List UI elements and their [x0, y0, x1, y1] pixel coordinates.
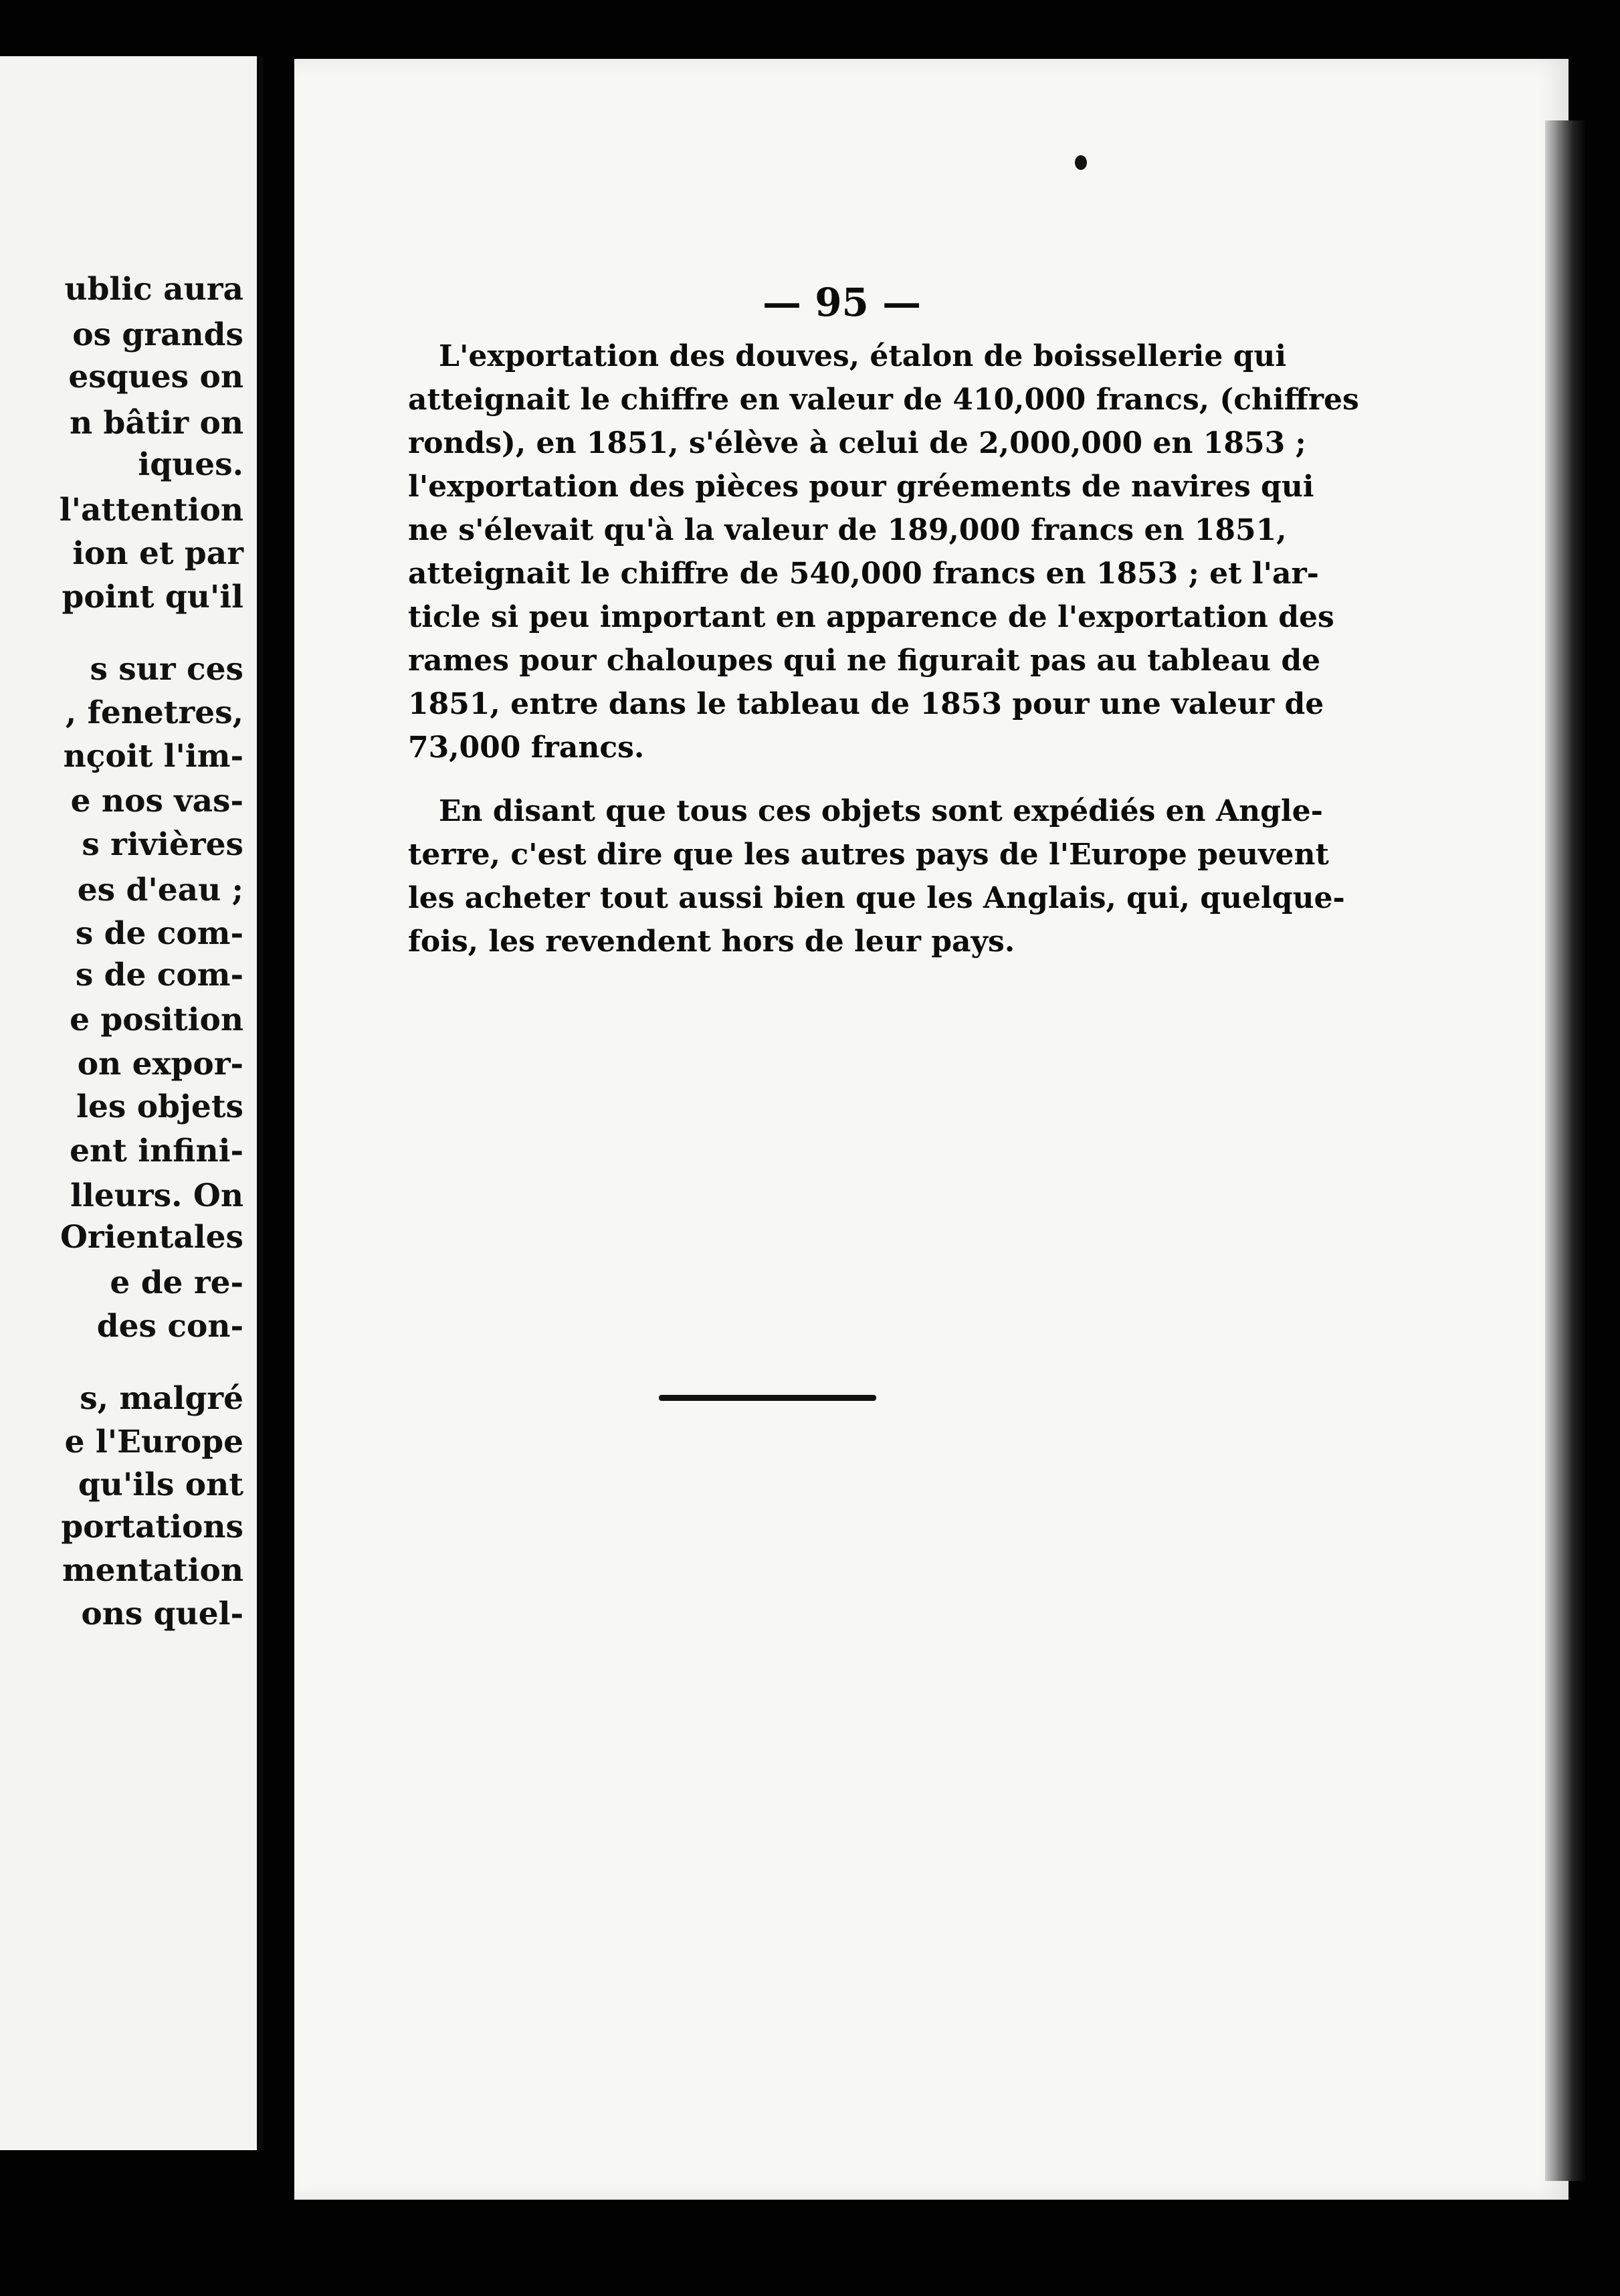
left-page-line: s, malgré	[80, 1380, 243, 1417]
left-page-line: point qu'il	[62, 579, 243, 615]
text-line: ticle si peu important en apparence de l'exportation des	[408, 600, 1334, 634]
section-divider	[659, 1395, 876, 1401]
left-page-line: s de com-	[75, 915, 243, 952]
page-number: — 95 —	[763, 280, 922, 325]
text-line: atteignait le chiffre de 540,000 francs en 1853 ; et l'ar-	[408, 557, 1319, 591]
left-page-line: l'attention	[59, 492, 243, 529]
left-page-line: e l'Europe	[64, 1424, 243, 1460]
paragraph-2	[408, 789, 1345, 963]
ink-spot	[1075, 155, 1087, 170]
left-page-line: e position	[70, 1001, 243, 1038]
left-page-line: des con-	[96, 1308, 243, 1345]
left-page-line: e nos vas-	[70, 783, 243, 820]
left-page-line: on expor-	[77, 1046, 243, 1082]
text-line: L'exportation des douves, étalon de boissellerie qui	[439, 339, 1287, 373]
left-page-line: lleurs. On	[70, 1177, 243, 1214]
left-page-line: iques.	[138, 446, 243, 483]
left-page-line: ent infini-	[70, 1133, 243, 1169]
left-page-line: Orientales	[60, 1219, 243, 1256]
body-text	[408, 334, 1359, 963]
text-line: atteignait le chiffre en valeur de 410,000 francs, (chiffres	[408, 383, 1359, 417]
left-page-line: nçoit l'im-	[63, 738, 243, 775]
text-line: rames pour chaloupes qui ne figurait pas au tableau de	[408, 644, 1321, 678]
left-page-line: s de com-	[75, 957, 243, 993]
left-facing-page	[0, 56, 264, 2150]
paragraph-1	[408, 334, 1359, 769]
left-page-line: s rivières	[82, 826, 243, 863]
text-line: En disant que tous ces objets sont expédiés en Angle-	[439, 794, 1323, 828]
text-line: 73,000 francs.	[408, 731, 645, 765]
left-page-line: es d'eau ;	[77, 872, 243, 908]
text-line: terre, c'est dire que les autres pays de l'Europe peuvent	[408, 838, 1329, 872]
left-page-line: os grands	[72, 316, 243, 353]
left-page-line: e de re-	[110, 1264, 243, 1301]
left-page-line: s sur ces	[90, 651, 243, 688]
left-page-line: mentation	[62, 1552, 243, 1589]
left-page-line: les objets	[76, 1088, 243, 1125]
text-line: 1851, entre dans le tableau de 1853 pour une valeur de	[408, 687, 1324, 721]
text-line: ne s'élevait qu'à la valeur de 189,000 francs en 1851,	[408, 513, 1287, 547]
page-edge	[1545, 120, 1585, 2181]
text-line: ronds), en 1851, s'élève à celui de 2,000,000 en 1853 ;	[408, 426, 1306, 460]
text-line: l'exportation des pièces pour gréements de navires qui	[408, 470, 1314, 504]
left-page-line: n bâtir on	[69, 405, 243, 442]
left-page-line: portations	[61, 1509, 243, 1545]
text-line: fois, les revendent hors de leur pays.	[408, 925, 1015, 959]
left-page-line: esques on	[68, 359, 243, 395]
left-page-line: ons quel-	[81, 1596, 243, 1632]
left-page-line: ublic aura	[64, 271, 243, 308]
text-line: les acheter tout aussi bien que les Anglais, qui, quelque-	[408, 881, 1345, 915]
left-page-line: , fenetres,	[65, 694, 243, 731]
left-page-line: ion et par	[72, 535, 243, 572]
left-page-line: qu'ils ont	[78, 1466, 243, 1503]
